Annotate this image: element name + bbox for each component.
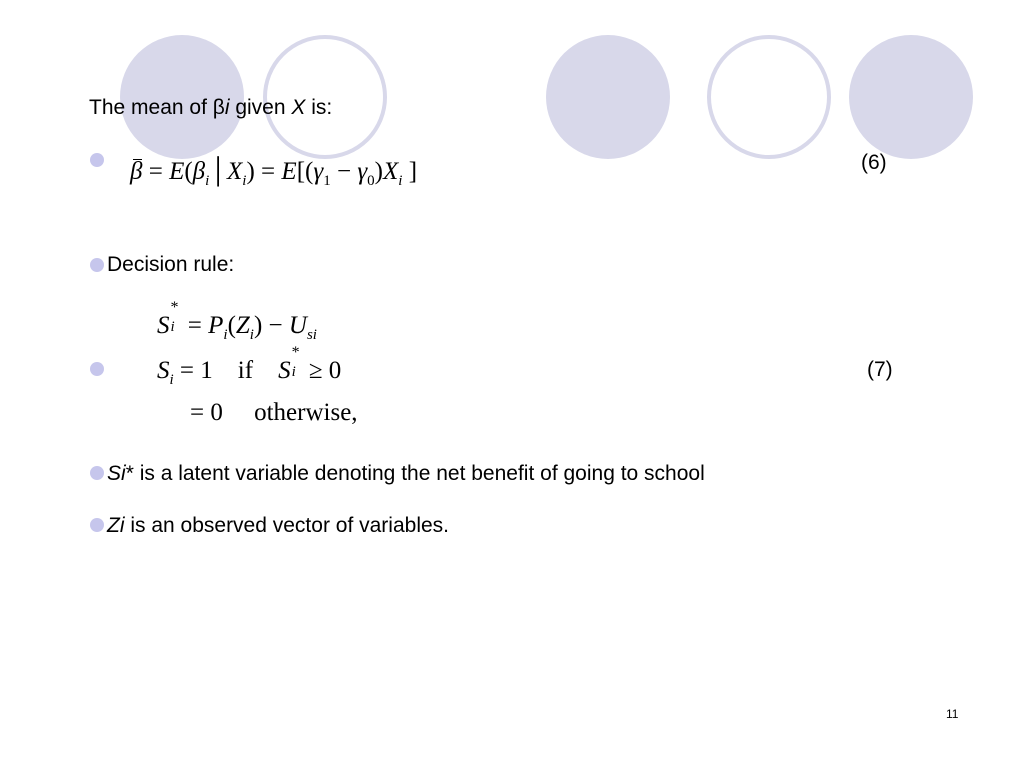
- bullet-si-desc: * is a latent variable denoting the net benefit of going to school: [125, 462, 705, 485]
- page-number: 11: [946, 707, 959, 721]
- equation-6: $\beta = E(\beta_i│X_i) = E[(\gamma_1 - \gamma_0)X_i$ ]: [130, 158, 418, 189]
- decor-circle-3: [546, 35, 670, 159]
- intro-x-var: X: [291, 96, 306, 119]
- decor-circle-4: [707, 35, 831, 159]
- equation-7-otherwise-word: otherwise,: [254, 399, 358, 426]
- bullet-zi-var: Zi: [107, 514, 125, 537]
- bullet-eq6: [90, 153, 104, 167]
- bullet-eq7: [90, 362, 104, 376]
- equation-7-line-2: $S_i = 1$ if S * i ≥ 0: [157, 344, 342, 388]
- bullet-zi-desc: is an observed vector of variables.: [124, 514, 449, 537]
- equation-7-line-3: = 0 otherwise,: [190, 399, 358, 426]
- intro-line: [89, 96, 332, 120]
- equation-7-if-word: if: [237, 357, 254, 384]
- bullet-si: [90, 466, 104, 480]
- bullet-zi-text: [107, 514, 449, 538]
- bullet-zi: [90, 518, 104, 532]
- intro-prefix: The mean of β: [89, 96, 225, 119]
- equation-7-line-1: S * i = $P_i(Z_i) - U_{si}$: [157, 299, 317, 343]
- bullet-si-var: Si: [107, 462, 126, 485]
- bullet-si-text: [107, 462, 705, 486]
- intro-beta-sub: i: [224, 96, 230, 119]
- equation-6-number: (6): [861, 151, 887, 174]
- bullet-decision: [90, 258, 104, 272]
- intro-middle: given: [229, 96, 292, 119]
- equation-7-number: (7): [867, 358, 893, 381]
- decor-circle-5: [849, 35, 973, 159]
- decision-rule-label: Decision rule:: [107, 253, 235, 276]
- intro-suffix: is:: [305, 96, 333, 119]
